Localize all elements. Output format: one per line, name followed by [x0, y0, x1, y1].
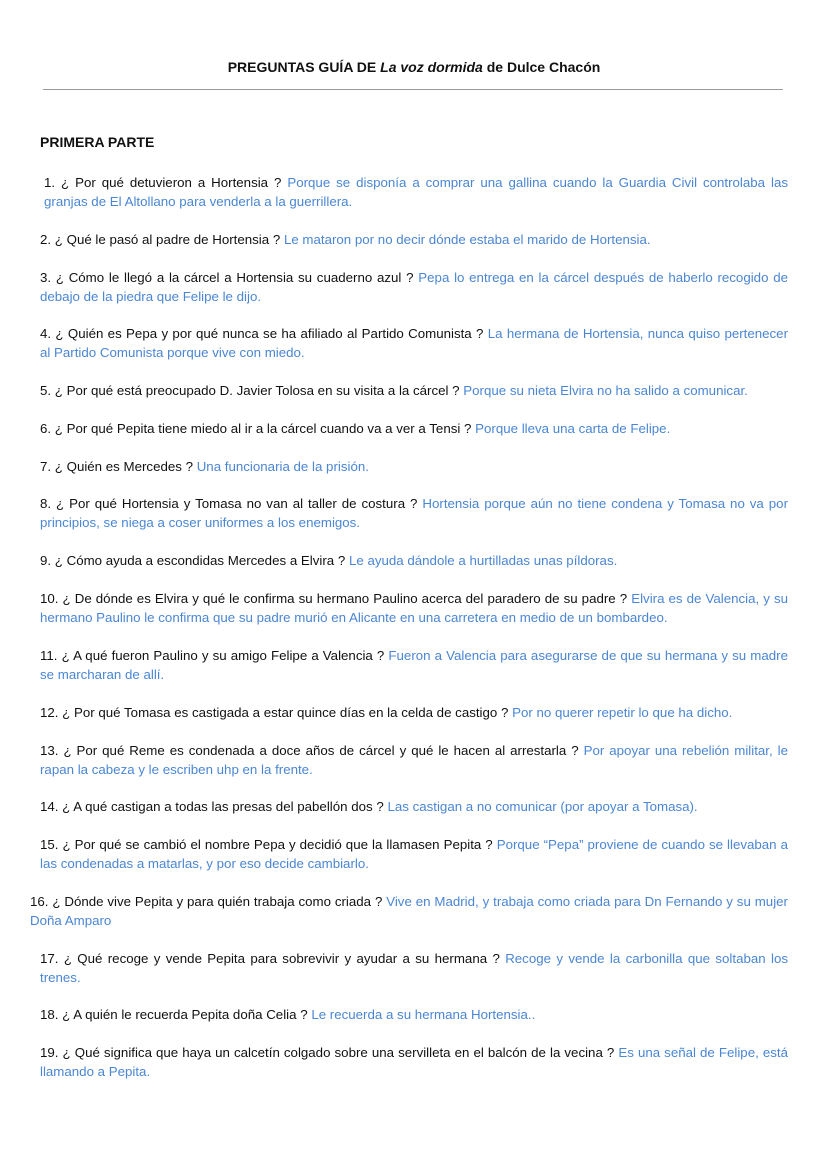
question-item-8 — [40, 494, 788, 532]
question-item-9 — [40, 551, 788, 570]
answer-text: Fueron a Valencia para asegurarse de que su hermana y su madre se marcharan de allí. — [40, 648, 788, 682]
answer-text: Le recuerda a su hermana Hortensia.. — [311, 1007, 536, 1022]
question-text: 18. ¿ A quién le recuerda Pepita doña Celia ? — [40, 1007, 308, 1022]
question-item-7 — [40, 457, 788, 476]
title-divider — [43, 89, 783, 90]
answer-text: Elvira es de Valencia, y su hermano Paulino le confirma que su padre murió en Alicante en una carretera en medio de un bombardeo. — [40, 591, 788, 625]
answer-text: Porque se disponía a comprar una gallina cuando la Guardia Civil controlaba las granjas de El Altollano para venderla a la guerrillera. — [44, 175, 788, 209]
answer-text: Es una señal de Felipe, está llamando a Pepita. — [40, 1045, 788, 1079]
answer-text: Hortensia porque aún no tiene condena y Tomasa no va por principios, se niega a coser uniformes a los enemigos. — [40, 496, 788, 530]
question-text: 6. ¿ Por qué Pepita tiene miedo al ir a la cárcel cuando va a ver a Tensi ? — [40, 421, 472, 436]
question-item-16 — [30, 892, 788, 930]
question-item-5 — [40, 381, 788, 400]
question-item-6 — [40, 419, 788, 438]
answer-text: Porque lleva una carta de Felipe. — [475, 421, 671, 436]
question-text: 8. ¿ Por qué Hortensia y Tomasa no van al taller de costura ? — [40, 496, 418, 511]
question-text: 9. ¿ Cómo ayuda a escondidas Mercedes a Elvira ? — [40, 553, 346, 568]
question-item-13 — [40, 741, 788, 779]
question-item-3 — [40, 268, 788, 306]
answer-text: Porque su nieta Elvira no ha salido a comunicar. — [463, 383, 748, 398]
answer-text: Por no querer repetir lo que ha dicho. — [512, 705, 733, 720]
section-heading: PRIMERA PARTE — [40, 134, 155, 150]
question-text: 16. ¿ Dónde vive Pepita y para quién trabaja como criada ? — [30, 894, 383, 909]
book-title: La voz dormida — [380, 59, 483, 75]
question-item-14 — [40, 797, 788, 816]
answer-text: Le mataron por no decir dónde estaba el marido de Hortensia. — [283, 232, 651, 247]
question-text: 12. ¿ Por qué Tomasa es castigada a estar quince días en la celda de castigo ? — [40, 705, 509, 720]
answer-text: Vive en Madrid, y trabaja como criada para Dn Fernando y su mujer Doña Amparo — [30, 894, 788, 928]
question-item-17 — [40, 949, 788, 987]
title-prefix: PREGUNTAS GUÍA DE — [227, 59, 381, 75]
question-text: 3. ¿ Cómo le llegó a la cárcel a Hortensia su cuaderno azul ? — [40, 270, 414, 285]
question-item-11 — [40, 646, 788, 684]
question-item-10 — [40, 589, 788, 627]
question-text: 4. ¿ Quién es Pepa y por qué nunca se ha afiliado al Partido Comunista ? — [40, 326, 484, 341]
question-text: 2. ¿ Qué le pasó al padre de Hortensia ? — [40, 232, 281, 247]
answer-text: Una funcionaria de la prisión. — [196, 459, 369, 474]
answer-text: La hermana de Hortensia, nunca quiso pertenecer al Partido Comunista porque vive con miedo. — [40, 326, 789, 360]
question-item-1 — [40, 173, 788, 211]
question-item-19 — [40, 1043, 788, 1081]
answer-text: Le ayuda dándole a hurtilladas unas píldoras. — [348, 553, 618, 568]
answer-text: Recoge y vende la carbonilla que soltaban los trenes. — [40, 951, 788, 985]
question-text: 17. ¿ Qué recoge y vende Pepita para sobrevivir y ayudar a su hermana ? — [40, 951, 500, 966]
answer-text: Pepa lo entrega en la cárcel después de haberlo recogido de debajo de la piedra que Felipe le dijo. — [40, 270, 788, 304]
question-text: 1. ¿ Por qué detuvieron a Hortensia ? — [44, 175, 282, 190]
question-text: 13. ¿ Por qué Reme es condenada a doce años de cárcel y qué le hacen al arrestarla ? — [40, 743, 579, 758]
question-text: 10. ¿ De dónde es Elvira y qué le confirma su hermano Paulino acerca del paradero de su padre ? — [40, 591, 628, 606]
question-text: 11. ¿ A qué fueron Paulino y su amigo Felipe a Valencia ? — [40, 648, 385, 663]
answer-text: Por apoyar una rebelión militar, le rapan la cabeza y le escriben uhp en la frente. — [40, 743, 788, 777]
document-title — [0, 59, 828, 75]
question-item-15 — [40, 835, 788, 873]
title-suffix: de Dulce Chacón — [482, 59, 601, 75]
question-text: 15. ¿ Por qué se cambió el nombre Pepa y decidió que la llamasen Pepita ? — [40, 837, 493, 852]
question-text: 5. ¿ Por qué está preocupado D. Javier Tolosa en su visita a la cárcel ? — [40, 383, 460, 398]
question-item-4 — [40, 324, 788, 362]
question-text: 7. ¿ Quién es Mercedes ? — [40, 459, 193, 474]
question-item-2 — [40, 230, 788, 249]
question-text: 14. ¿ A qué castigan a todas las presas del pabellón dos ? — [40, 799, 384, 814]
question-text: 19. ¿ Qué significa que haya un calcetín colgado sobre una servilleta en el balcón de la vecina ? — [40, 1045, 615, 1060]
question-item-18 — [40, 1005, 788, 1024]
answer-text: Porque “Pepa” proviene de cuando se llevaban a las condenadas a matarlas, y por eso decide cambiarlo. — [40, 837, 788, 871]
question-item-12 — [40, 703, 788, 722]
answer-text: Las castigan a no comunicar (por apoyar a Tomasa). — [387, 799, 698, 814]
